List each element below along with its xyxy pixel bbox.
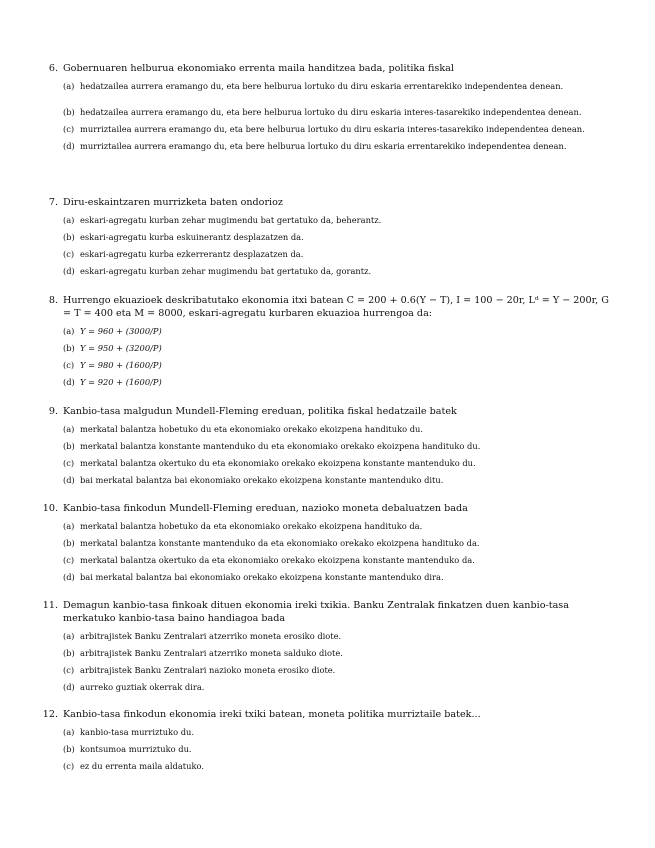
answer-option xyxy=(63,376,612,388)
option-text: eskari-agregatu kurban zehar mugimendu bat gertatuko da, beherantz. xyxy=(80,215,382,225)
option-letter: (a) xyxy=(63,326,75,336)
option-text: bai merkatal balantza bai ekonomiako orekako ekoizpena konstante mantenduko ditu. xyxy=(80,475,444,485)
option-letter: (c) xyxy=(63,555,75,565)
option-letter: (a) xyxy=(63,424,75,434)
answer-option xyxy=(63,457,612,469)
answer-option xyxy=(63,630,612,642)
option-text: bai merkatal balantza bai ekonomiako orekako ekoizpena konstante mantenduko dira. xyxy=(80,572,444,582)
answer-option xyxy=(63,647,612,659)
question-number: 7. xyxy=(48,197,58,208)
question-10 xyxy=(42,502,612,588)
option-letter: (b) xyxy=(63,441,75,451)
option-letter: (b) xyxy=(63,107,75,117)
answer-option xyxy=(63,537,612,549)
option-letter: (a) xyxy=(63,215,75,225)
option-letter: (d) xyxy=(63,266,75,276)
option-text: hedatzailea aurrera eramango du, eta bere helburua lortuko du diru eskaria errentarekiko independentea denean. xyxy=(80,81,564,91)
question-8 xyxy=(42,294,612,393)
option-letter: (b) xyxy=(63,744,75,754)
option-letter: (d) xyxy=(63,475,75,485)
answer-option xyxy=(63,726,612,738)
option-text: aurreko guztiak okerrak dira. xyxy=(80,682,205,692)
question-11 xyxy=(42,599,612,698)
answer-option xyxy=(63,554,612,566)
option-text: murriztailea aurrera eramango du, eta bere helburua lortuko du diru eskaria errentarekiko independentea denean. xyxy=(80,141,567,151)
question-number: 9. xyxy=(48,406,58,417)
question-6 xyxy=(42,62,612,157)
option-letter: (b) xyxy=(63,343,75,353)
option-letter: (a) xyxy=(63,631,75,641)
option-letter: (c) xyxy=(63,360,75,370)
option-text: merkatal balantza konstante mantenduko du eta ekonomiako orekako ekoizpena handituko du. xyxy=(80,441,481,451)
question-number: 11. xyxy=(42,600,58,611)
option-text: murriztailea aurrera eramango du, eta bere helburua lortuko du diru eskaria interes-tasarekiko independentea denean. xyxy=(80,124,585,134)
question-number: 6. xyxy=(48,63,58,74)
answer-option xyxy=(63,743,612,755)
answer-option xyxy=(63,248,612,260)
option-text: kontsumoa murriztuko du. xyxy=(80,744,192,754)
option-letter: (c) xyxy=(63,761,75,771)
option-letter: (d) xyxy=(63,141,75,151)
answer-option xyxy=(63,760,612,772)
option-text: kanbio-tasa murriztuko du. xyxy=(80,727,195,737)
option-text: eskari-agregatu kurban zehar mugimendu bat gertatuko da, gorantz. xyxy=(80,266,372,276)
answer-option xyxy=(63,474,612,486)
answer-option xyxy=(63,423,612,435)
question-number: 12. xyxy=(42,709,58,720)
question-text: Kanbio-tasa finkodun Mundell-Fleming ereduan, nazioko moneta debaluatzen bada xyxy=(63,503,468,514)
option-equation: Y = 960 + (3000/P) xyxy=(80,326,162,336)
answer-option xyxy=(63,80,612,92)
question-12 xyxy=(42,708,612,777)
option-text: merkatal balantza okertuko du eta ekonomiako orekako ekoizpena konstante mantenduko du. xyxy=(80,458,476,468)
option-letter: (d) xyxy=(63,572,75,582)
option-letter: (a) xyxy=(63,521,75,531)
answer-option xyxy=(63,664,612,676)
answer-option xyxy=(63,140,612,152)
answer-option xyxy=(63,214,612,226)
question-7 xyxy=(42,196,612,282)
option-letter: (c) xyxy=(63,124,75,134)
option-equation: Y = 950 + (3200/P) xyxy=(80,343,162,353)
answer-option xyxy=(63,342,612,354)
answer-option xyxy=(63,106,612,118)
answer-option xyxy=(63,123,612,135)
option-letter: (d) xyxy=(63,377,75,387)
answer-option xyxy=(63,265,612,277)
option-text: arbitrajistek Banku Zentralari atzerriko moneta erosiko diote. xyxy=(80,631,342,641)
option-text: hedatzailea aurrera eramango du, eta bere helburua lortuko du diru eskaria interes-tasarekiko independentea denean. xyxy=(80,107,582,117)
answer-option xyxy=(63,681,612,693)
answer-option xyxy=(63,359,612,371)
option-letter: (c) xyxy=(63,458,75,468)
option-equation: Y = 920 + (1600/P) xyxy=(80,377,162,387)
option-letter: (a) xyxy=(63,727,75,737)
option-letter: (c) xyxy=(63,665,75,675)
option-text: arbitrajistek Banku Zentralari atzerriko moneta salduko diote. xyxy=(80,648,343,658)
question-text: Kanbio-tasa finkodun ekonomia ireki txiki batean, moneta politika murriztaile batek... xyxy=(63,709,481,720)
option-text: merkatal balantza hobetuko da eta ekonomiako orekako ekoizpena handituko da. xyxy=(80,521,423,531)
option-text: eskari-agregatu kurba eskuinerantz desplazatzen da. xyxy=(80,232,304,242)
option-text: eskari-agregatu kurba ezkerrerantz desplazatzen da. xyxy=(80,249,304,259)
question-text: Gobernuaren helburua ekonomiako errenta maila handitzea bada, politika fiskal xyxy=(63,63,454,74)
answer-option xyxy=(63,571,612,583)
option-letter: (c) xyxy=(63,249,75,259)
option-text: merkatal balantza hobetuko du eta ekonomiako orekako ekoizpena handituko du. xyxy=(80,424,424,434)
option-text: ez du errenta maila aldatuko. xyxy=(80,761,204,771)
question-number: 10. xyxy=(42,503,58,514)
question-text: Demagun kanbio-tasa finkoak dituen ekonomia ireki txikia. Banku Zentralak finkatzen duen kanbio-tasa merkatuko kanbio-tasa baino handiagoa bada xyxy=(63,600,569,624)
answer-option xyxy=(63,325,612,337)
option-text: merkatal balantza konstante mantenduko da eta ekonomiako orekako ekoizpena handituko da. xyxy=(80,538,480,548)
answer-option xyxy=(63,440,612,452)
option-equation: Y = 980 + (1600/P) xyxy=(80,360,162,370)
question-text: Diru-eskaintzaren murrizketa baten ondorioz xyxy=(63,197,283,208)
question-text: Hurrengo ekuazioek deskribatutako ekonomia itxi batean C = 200 + 0.6(Y − T), I = 100 − 20r, Lᵈ = Y − 200r, G = T = 400 eta M = 8000, eskari-agregatu kurbaren ekuazioa hurrengoa da: xyxy=(63,295,609,319)
option-letter: (b) xyxy=(63,538,75,548)
question-text: Kanbio-tasa malgudun Mundell-Fleming ereduan, politika fiskal hedatzaile batek xyxy=(63,406,457,417)
option-letter: (a) xyxy=(63,81,75,91)
answer-option xyxy=(63,231,612,243)
option-letter: (b) xyxy=(63,648,75,658)
option-letter: (d) xyxy=(63,682,75,692)
question-9 xyxy=(42,405,612,491)
option-text: merkatal balantza okertuko da eta ekonomiako orekako ekoizpena konstante mantenduko da. xyxy=(80,555,475,565)
option-letter: (b) xyxy=(63,232,75,242)
question-number: 8. xyxy=(48,295,58,306)
option-text: arbitrajistek Banku Zentralari nazioko moneta erosiko diote. xyxy=(80,665,336,675)
answer-option xyxy=(63,520,612,532)
